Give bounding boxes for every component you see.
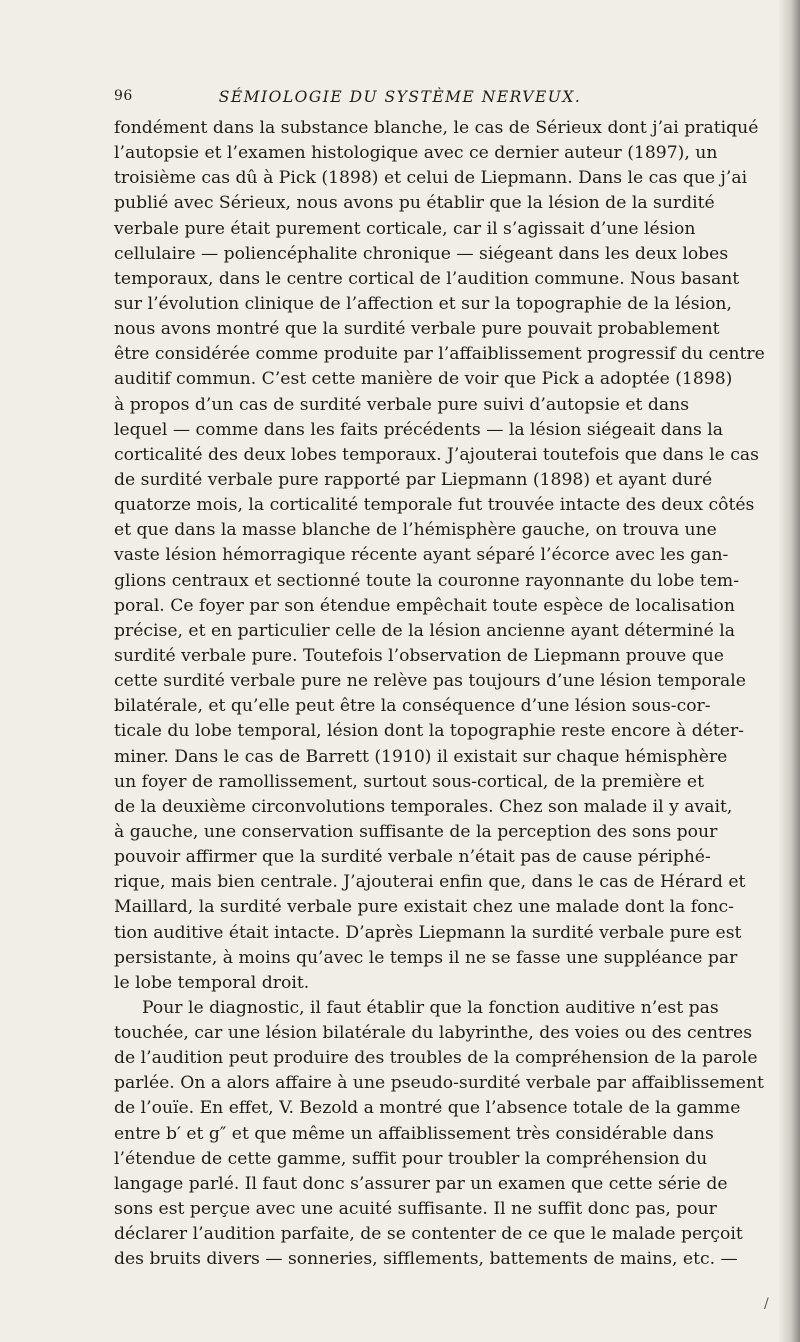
text-line: cellulaire — poliencéphalite chronique — siégeant dans les deux lobes bbox=[114, 243, 729, 264]
text-line: lequel — comme dans les faits précédents — la lésion siégeait dans la bbox=[114, 419, 724, 440]
text-line: rique, mais bien centrale. J’ajouterai enfin que, dans le cas de Hérard et bbox=[114, 872, 746, 893]
paragraph-start-line: Pour le diagnostic, il faut établir que la fonction auditive n’est pas bbox=[142, 997, 719, 1018]
text-line: entre b′ et g″ et que même un affaiblissement très considérable dans bbox=[114, 1123, 714, 1144]
stray-mark: / bbox=[764, 1296, 769, 1312]
text-line: pouvoir affirmer que la surdité verbale n’était pas de cause périphé- bbox=[114, 847, 711, 868]
text-line: parlée. On a alors affaire à une pseudo-surdité verbale par affaiblissement bbox=[114, 1073, 764, 1094]
text-line: persistante, à moins qu’avec le temps il ne se fasse une suppléance par bbox=[114, 947, 738, 968]
text-line: publié avec Sérieux, nous avons pu établir que la lésion de la surdité bbox=[114, 193, 715, 214]
text-line: Maillard, la surdité verbale pure existait chez une malade dont la fonc- bbox=[114, 897, 734, 918]
text-line: langage parlé. Il faut donc s’assurer par un examen que cette série de bbox=[114, 1173, 728, 1194]
text-line: sur l’évolution clinique de l’affection et sur la topographie de la lésion, bbox=[114, 293, 732, 314]
text-line: temporaux, dans le centre cortical de l’audition commune. Nous basant bbox=[114, 268, 740, 289]
text-line: l’autopsie et l’examen histologique avec ce dernier auteur (1897), un bbox=[114, 143, 718, 164]
page-number: 96 bbox=[114, 88, 133, 104]
body-text bbox=[114, 116, 765, 1272]
text-line: de l’ouïe. En effet, V. Bezold a montré que l’absence totale de la gamme bbox=[114, 1098, 741, 1119]
page-edge-shadow bbox=[778, 0, 800, 1342]
text-line: glions centraux et sectionné toute la couronne rayonnante du lobe tem- bbox=[114, 570, 740, 591]
text-line: poral. Ce foyer par son étendue empêchait toute espèce de localisation bbox=[114, 595, 735, 616]
text-line: tion auditive était intacte. D’après Liepmann la surdité verbale pure est bbox=[114, 922, 742, 943]
text-line: à propos d’un cas de surdité verbale pure suivi d’autopsie et dans bbox=[114, 394, 690, 415]
paragraph-end-line: le lobe temporal droit. bbox=[114, 972, 310, 993]
text-line: déclarer l’audition parfaite, de se contenter de ce que le malade perçoit bbox=[114, 1224, 743, 1245]
text-line: cette surdité verbale pure ne relève pas toujours d’une lésion temporale bbox=[114, 671, 746, 692]
running-head: SÉMIOLOGIE DU SYSTÈME NERVEUX. bbox=[218, 88, 582, 106]
text-line: ticale du lobe temporal, lésion dont la topographie reste encore à déter- bbox=[114, 721, 744, 742]
text-line: l’étendue de cette gamme, suffit pour troubler la compréhension du bbox=[114, 1148, 708, 1169]
text-line: à gauche, une conservation suffisante de la perception des sons pour bbox=[114, 821, 718, 842]
text-line: miner. Dans le cas de Barrett (1910) il existait sur chaque hémisphère bbox=[114, 746, 728, 767]
text-line: des bruits divers — sonneries, sifflements, battements de mains, etc. — bbox=[114, 1249, 738, 1270]
text-line: de surdité verbale pure rapporté par Liepmann (1898) et ayant duré bbox=[114, 469, 713, 490]
text-line: de l’audition peut produire des troubles de la compréhension de la parole bbox=[114, 1048, 758, 1069]
text-line: vaste lésion hémorragique récente ayant séparé l’écorce avec les gan- bbox=[114, 545, 729, 566]
text-line: être considérée comme produite par l’affaiblissement progressif du centre bbox=[114, 344, 765, 365]
page-header bbox=[0, 88, 800, 112]
text-line: et que dans la masse blanche de l’hémisphère gauche, on trouva une bbox=[114, 520, 717, 541]
text-line: corticalité des deux lobes temporaux. J’ajouterai toutefois que dans le cas bbox=[114, 444, 759, 465]
text-line: de la deuxième circonvolutions temporales. Chez son malade il y avait, bbox=[114, 796, 733, 817]
text-line: bilatérale, et qu’elle peut être la conséquence d’une lésion sous-cor- bbox=[114, 696, 711, 717]
text-line: troisième cas dû à Pick (1898) et celui de Liepmann. Dans le cas que j’ai bbox=[114, 168, 748, 189]
text-line: fondément dans la substance blanche, le cas de Sérieux dont j’ai pratiqué bbox=[114, 118, 759, 138]
text-line: nous avons montré que la surdité verbale pure pouvait probablement bbox=[114, 319, 720, 340]
text-line: sons est perçue avec une acuité suffisante. Il ne suffit donc pas, pour bbox=[114, 1199, 717, 1220]
text-line: auditif commun. C’est cette manière de voir que Pick a adoptée (1898) bbox=[114, 369, 733, 390]
text-line: verbale pure était purement corticale, car il s’agissait d’une lésion bbox=[114, 218, 696, 239]
text-line: précise, et en particulier celle de la lésion ancienne ayant déterminé la bbox=[114, 620, 735, 641]
text-line: touchée, car une lésion bilatérale du labyrinthe, des voies ou des centres bbox=[114, 1023, 753, 1044]
text-line: surdité verbale pure. Toutefois l’observation de Liepmann prouve que bbox=[114, 645, 724, 666]
text-line: un foyer de ramollissement, surtout sous-cortical, de la première et bbox=[114, 771, 704, 792]
text-line: quatorze mois, la corticalité temporale fut trouvée intacte des deux côtés bbox=[114, 495, 755, 516]
